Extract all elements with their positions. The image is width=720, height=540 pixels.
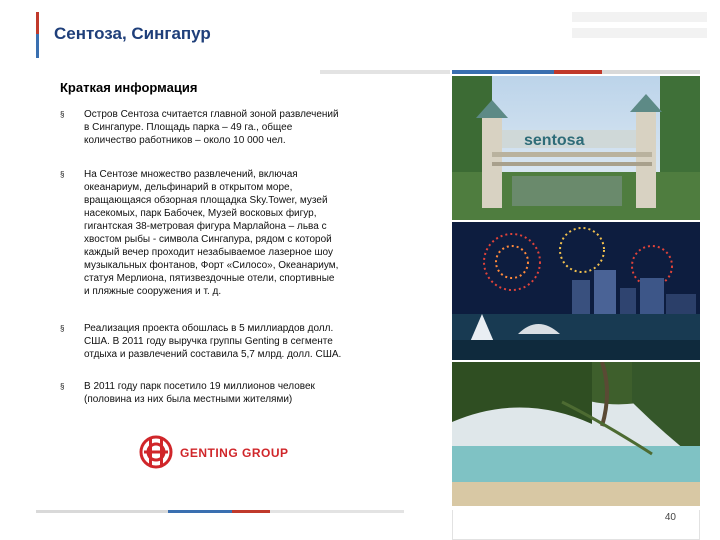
bullet-item	[60, 322, 341, 361]
page-title: Сентоза, Сингапур	[54, 24, 211, 43]
bullet-line: вращающаяся обзорная площадка Sky.Tower, музей	[84, 195, 328, 206]
bullet-line: Реализация проекта обошлась в 5 миллиардов долл.	[84, 323, 334, 334]
top-divider-gray-right	[602, 70, 700, 74]
top-divider-red	[554, 70, 602, 74]
bullet-marker: §	[60, 382, 65, 391]
bullet-line: Остров Сентоза считается главной зоной развлечений	[84, 109, 339, 120]
page-number-frame	[452, 510, 700, 540]
photo-tropical-beach	[452, 362, 700, 506]
bullet-line: океанариум, дельфинарий в открытом море,	[84, 182, 293, 193]
decorative-header-stripes	[572, 12, 707, 54]
photo-sentosa-bridge	[452, 76, 700, 220]
bullet-line: (половина из них была местными жителями)	[84, 394, 293, 405]
bullet-line: количество работников – около 10 000 чел.	[84, 135, 286, 146]
logo-text: GENTING GROUP	[180, 446, 289, 460]
page-number: 40	[664, 512, 676, 523]
bullet-marker: §	[60, 170, 65, 179]
bottom-divider-blue	[168, 510, 232, 513]
genting-group-logo	[138, 434, 308, 470]
title-accent-bar	[36, 12, 39, 58]
bullet-marker: §	[60, 324, 65, 333]
bullet-line: в Сингапуре. Площадь парка – 49 га., общее	[84, 122, 293, 133]
bullet-line: хвостом рыбы - символа Сингапура, рядом с которой	[84, 234, 332, 245]
bullet-line: В 2011 году парк посетило 19 миллионов человек	[84, 381, 315, 392]
bullet-marker: §	[60, 110, 65, 119]
genting-emblem-icon	[138, 434, 174, 470]
bullet-item	[60, 380, 315, 406]
sentosa-sign-text: sentosa	[524, 132, 585, 149]
bullet-line: отдыха и развлечений составила 5,7 млрд. долл. США.	[84, 349, 342, 360]
photo-night-fireworks	[452, 222, 700, 360]
bullet-line: На Сентозе множество развлечений, включая	[84, 169, 298, 180]
bullet-item	[60, 168, 338, 298]
top-divider-blue	[452, 70, 554, 74]
section-subtitle: Краткая информация	[60, 80, 198, 95]
top-divider-gray-left	[320, 70, 450, 74]
bullet-line: статуя Мерлиона, пятизвездочные отели, спортивные	[84, 273, 335, 284]
bullet-line: каждый вечер проходит незабываемое лазерное шоу	[84, 247, 334, 258]
bottom-divider-gray-right	[270, 510, 404, 513]
bottom-divider-red	[232, 510, 270, 513]
bullet-line: насекомых, парк Бабочек, Музей восковых фигур,	[84, 208, 317, 219]
bullet-line: США. В 2011 году выручка группы Genting в сегменте	[84, 336, 333, 347]
bullet-line: музыкальных фонтанов, Форт «Силосо», Океанариум,	[84, 260, 339, 271]
bullet-line: гигантская 38-метровая фигура Марлайона – льва с	[84, 221, 327, 232]
bullet-item	[60, 108, 339, 147]
bottom-divider-gray-left	[36, 510, 168, 513]
bullet-line: и пляжные сооружения и т. д.	[84, 286, 222, 297]
